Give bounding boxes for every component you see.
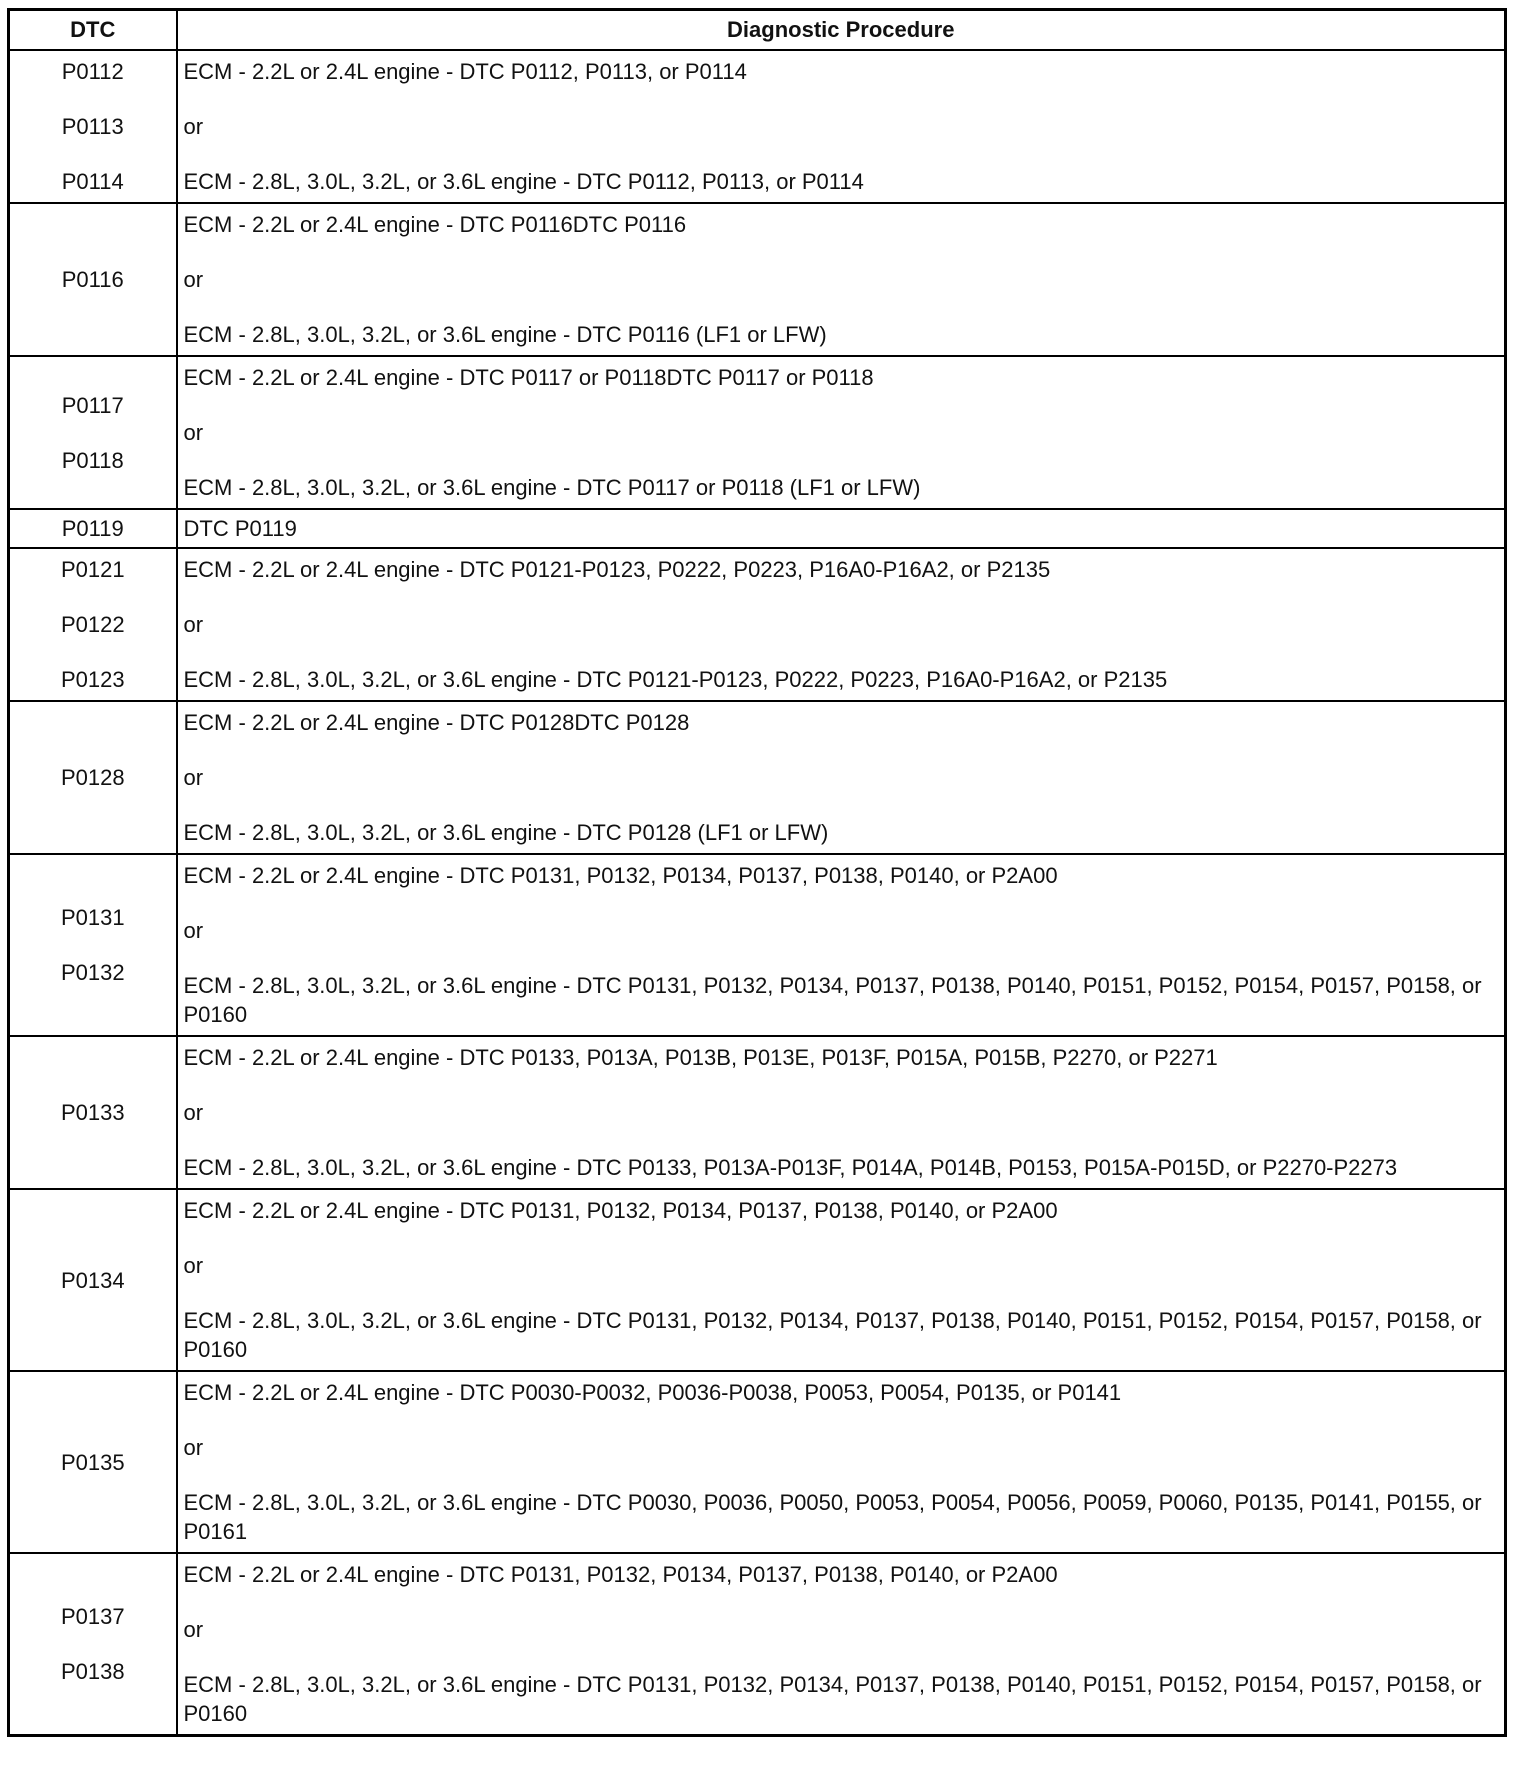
procedure-cell (177, 854, 1506, 1036)
procedure-line: ECM - 2.8L, 3.0L, 3.2L, or 3.6L engine - DTC P0128 (LF1 or LFW) (183, 820, 829, 845)
procedure-line: ECM - 2.8L, 3.0L, 3.2L, or 3.6L engine - DTC P0131, P0132, P0134, P0137, P0138, P0140, P0151, P0152, P0154, P0157, P0158, or P0160 (183, 1672, 1482, 1726)
dtc-code: P0121 (60, 557, 125, 582)
procedure-cell (177, 203, 1506, 356)
dtc-code: P0133 (60, 1100, 125, 1125)
procedure-cell (177, 1189, 1506, 1371)
dtc-code: P0119 (61, 516, 124, 541)
procedure-line: ECM - 2.2L or 2.4L engine - DTC P0121-P0123, P0222, P0223, P16A0-P16A2, or P2135 (183, 557, 1051, 582)
dtc-diagnostic-table (7, 8, 1507, 1737)
dtc-cell (9, 854, 177, 1036)
dtc-code: P0122 (60, 612, 125, 637)
procedure-cell (177, 50, 1506, 203)
dtc-code: P0116 (61, 267, 124, 292)
dtc-code: P0138 (60, 1659, 125, 1684)
table-row (9, 356, 1506, 509)
procedure-line: ECM - 2.2L or 2.4L engine - DTC P0116DTC P0116 (183, 212, 687, 237)
procedure-line: ECM - 2.8L, 3.0L, 3.2L, or 3.6L engine - DTC P0030, P0036, P0050, P0053, P0054, P0056, P0059, P0060, P0135, P0141, P0155, or P0161 (183, 1490, 1482, 1544)
procedure-line: ECM - 2.2L or 2.4L engine - DTC P0128DTC P0128 (183, 710, 690, 735)
table-row (9, 509, 1506, 548)
dtc-code: P0123 (60, 667, 125, 692)
dtc-code: P0132 (60, 960, 125, 985)
procedure-line: ECM - 2.8L, 3.0L, 3.2L, or 3.6L engine - DTC P0117 or P0118 (LF1 or LFW) (183, 475, 921, 500)
table-row (9, 50, 1506, 203)
procedure-column-header: Diagnostic Procedure (177, 10, 1506, 51)
dtc-cell (9, 1553, 177, 1736)
dtc-cell (9, 50, 177, 203)
table-row (9, 1189, 1506, 1371)
procedure-line: ECM - 2.2L or 2.4L engine - DTC P0131, P0132, P0134, P0137, P0138, P0140, or P2A00 (183, 1562, 1058, 1587)
dtc-cell (9, 701, 177, 854)
procedure-line: ECM - 2.2L or 2.4L engine - DTC P0131, P0132, P0134, P0137, P0138, P0140, or P2A00 (183, 1198, 1058, 1223)
dtc-cell (9, 1189, 177, 1371)
dtc-cell (9, 356, 177, 509)
procedure-line: ECM - 2.8L, 3.0L, 3.2L, or 3.6L engine - DTC P0133, P013A-P013F, P014A, P014B, P0153, P015A-P015D, or P2270-P2273 (183, 1155, 1398, 1180)
procedure-line: ECM - 2.2L or 2.4L engine - DTC P0133, P013A, P013B, P013E, P013F, P015A, P015B, P2270, or P2271 (183, 1045, 1218, 1070)
table-row (9, 701, 1506, 854)
dtc-code: P0117 (61, 392, 124, 418)
procedure-line: DTC P0119 (183, 516, 297, 541)
procedure-or-separator: or (183, 918, 204, 943)
procedure-or-separator: or (183, 765, 204, 790)
procedure-line: ECM - 2.2L or 2.4L engine - DTC P0112, P0113, or P0114 (183, 59, 747, 84)
dtc-cell (9, 509, 177, 548)
procedure-or-separator: or (183, 1100, 204, 1125)
table-row (9, 1553, 1506, 1736)
procedure-cell (177, 548, 1506, 701)
procedure-line: ECM - 2.8L, 3.0L, 3.2L, or 3.6L engine - DTC P0121-P0123, P0222, P0223, P16A0-P16A2, or P2135 (183, 667, 1168, 692)
procedure-line: ECM - 2.8L, 3.0L, 3.2L, or 3.6L engine - DTC P0116 (LF1 or LFW) (183, 322, 827, 347)
procedure-or-separator: or (183, 114, 204, 139)
table-header-row (9, 10, 1506, 51)
dtc-code: P0114 (61, 169, 124, 194)
procedure-or-separator: or (183, 1253, 204, 1278)
procedure-line: ECM - 2.2L or 2.4L engine - DTC P0131, P0132, P0134, P0137, P0138, P0140, or P2A00 (183, 863, 1058, 888)
procedure-or-separator: or (183, 1435, 204, 1460)
procedure-line: ECM - 2.2L or 2.4L engine - DTC P0117 or P0118DTC P0117 or P0118 (183, 365, 874, 390)
procedure-cell (177, 1371, 1506, 1553)
dtc-code: P0131 (60, 905, 125, 930)
dtc-code: P0135 (60, 1449, 125, 1475)
dtc-code: P0118 (61, 447, 124, 473)
dtc-code: P0128 (60, 765, 125, 790)
procedure-or-separator: or (183, 1617, 204, 1642)
dtc-code: P0137 (60, 1604, 125, 1629)
procedure-cell (177, 356, 1506, 509)
dtc-cell (9, 1371, 177, 1553)
table-row (9, 854, 1506, 1036)
procedure-or-separator: or (183, 612, 204, 637)
table-body (9, 50, 1506, 1736)
table-row (9, 548, 1506, 701)
dtc-code: P0113 (61, 114, 124, 139)
table-row (9, 1371, 1506, 1553)
dtc-column-header: DTC (9, 10, 177, 51)
procedure-line: ECM - 2.8L, 3.0L, 3.2L, or 3.6L engine - DTC P0131, P0132, P0134, P0137, P0138, P0140, P0151, P0152, P0154, P0157, P0158, or P0160 (183, 973, 1482, 1027)
procedure-cell (177, 701, 1506, 854)
procedure-line: ECM - 2.2L or 2.4L engine - DTC P0030-P0032, P0036-P0038, P0053, P0054, P0135, or P0141 (183, 1380, 1122, 1405)
procedure-cell (177, 1036, 1506, 1189)
dtc-cell (9, 203, 177, 356)
procedure-cell (177, 509, 1506, 548)
dtc-code: P0112 (61, 59, 124, 84)
procedure-line: ECM - 2.8L, 3.0L, 3.2L, or 3.6L engine - DTC P0131, P0132, P0134, P0137, P0138, P0140, P0151, P0152, P0154, P0157, P0158, or P0160 (183, 1308, 1482, 1362)
dtc-cell (9, 1036, 177, 1189)
procedure-cell (177, 1553, 1506, 1736)
procedure-or-separator: or (183, 267, 204, 292)
procedure-line: ECM - 2.8L, 3.0L, 3.2L, or 3.6L engine - DTC P0112, P0113, or P0114 (183, 169, 864, 194)
dtc-code: P0134 (60, 1267, 125, 1293)
table-row (9, 1036, 1506, 1189)
dtc-cell (9, 548, 177, 701)
procedure-or-separator: or (183, 420, 204, 445)
table-row (9, 203, 1506, 356)
